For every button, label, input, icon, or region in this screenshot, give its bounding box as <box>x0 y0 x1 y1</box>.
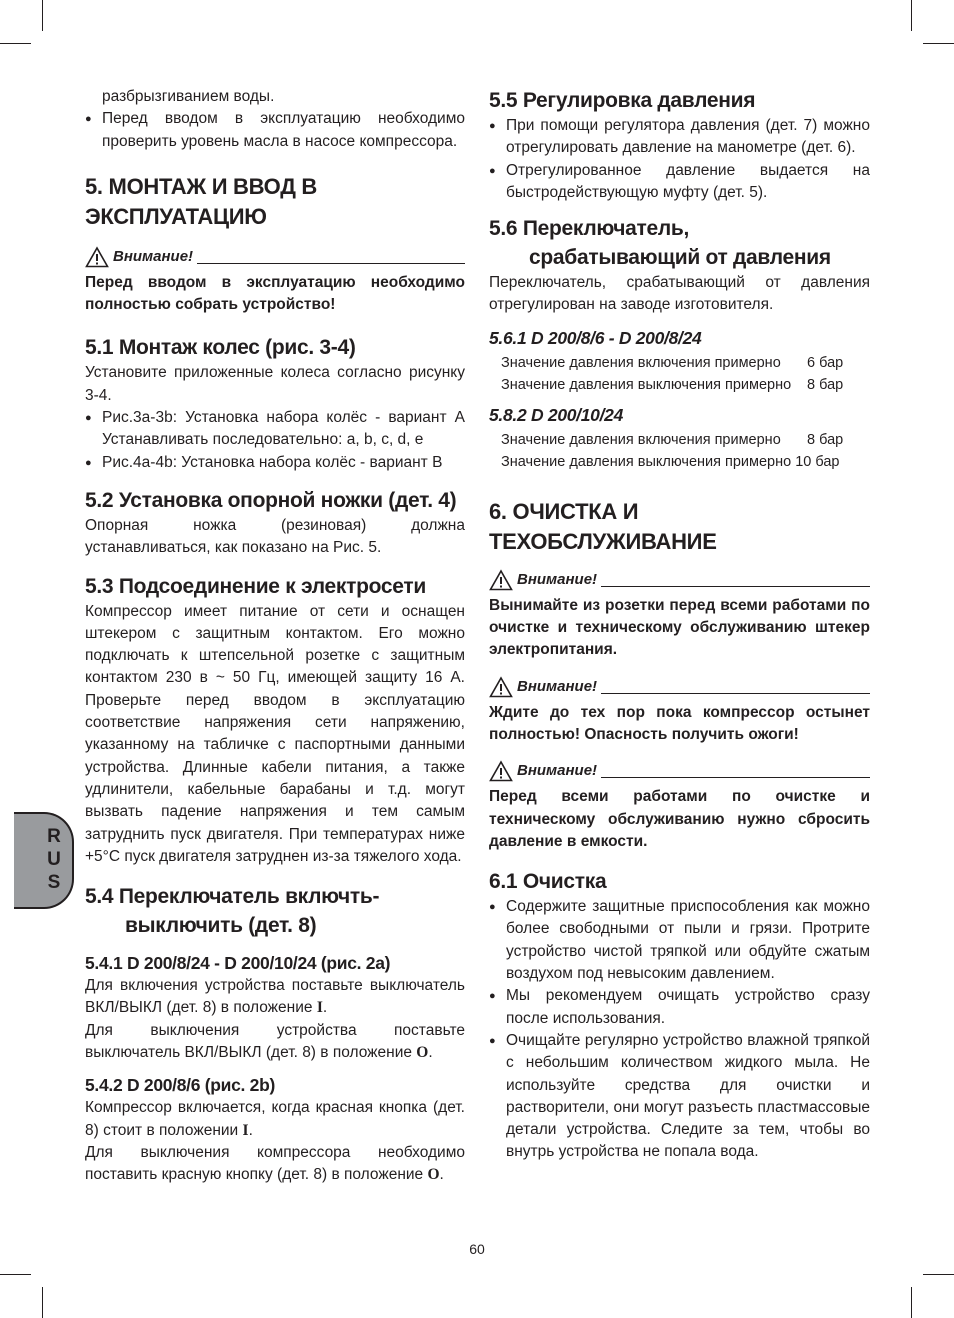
language-letter: U <box>47 849 61 870</box>
crop-mark <box>0 1274 31 1275</box>
list-item: ● Перед вводом в эксплуатацию необходимо проверить уровень масла в насосе компрессора. <box>85 108 465 153</box>
paragraph: Компрессор включается, когда красная кнопка (дет. 8) стоит в положении I. <box>85 1099 465 1139</box>
table-cell-value: 10 бар <box>795 453 840 470</box>
language-letter: S <box>47 872 61 893</box>
crop-mark <box>911 0 912 31</box>
paragraph: Установите приложенные колеса согласно рисунку 3-4. <box>85 364 465 404</box>
table-row <box>501 451 870 473</box>
language-tab <box>14 812 74 909</box>
section-heading-cont: выключить (дет. 8) <box>125 914 317 938</box>
table-cell-label: Значение давления включения примерно <box>501 431 781 448</box>
crop-mark <box>911 1287 912 1318</box>
warning-rule <box>601 693 870 694</box>
paragraph: Для включения устройства поставьте выключатель ВКЛ/ВЫКЛ (дет. 8) в положение I. <box>85 977 465 1017</box>
warning-rule <box>601 777 870 778</box>
text: Компрессор включается, когда красная кнопка (дет. 8) стоит в положении <box>85 1099 465 1139</box>
warning-text: Вынимайте из розетки перед всеми работами по очистке и техническому обслуживанию штекер электропитания. <box>489 596 870 659</box>
section-heading: 6. ОЧИСТКА И ТЕХОБСЛУЖИВАНИЕ <box>489 498 717 554</box>
section-heading-cont: срабатывающий от давления <box>529 246 831 270</box>
list-item: ● Отрегулированное давление выдается на быстродействующую муфту (дет. 5). <box>489 160 870 205</box>
subsection-heading: 5.8.2 D 200/10/24 <box>489 404 624 425</box>
warning-icon <box>489 760 513 782</box>
warning-text: Перед всеми работами по очистке и техническому обслуживанию нужно сбросить давление в емкости. <box>489 788 870 850</box>
language-letter: R <box>47 826 61 847</box>
crop-mark <box>923 1274 954 1275</box>
list-item: ● Очищайте регулярно устройство влажной тряпкой с небольшим количеством жидкого мыла. Не используйте средства для очистки и растворители, они могут разъесть пластмассовые детали устройства. Следите за тем, чтобы во внутрь устройства не попала вода. <box>489 1030 870 1164</box>
warning-rule <box>197 263 465 264</box>
section-heading: 5.5 Регулировка давления <box>489 89 756 112</box>
list-item: ● Рис.4a-4b: Установка набора колёс - вариант B <box>85 452 465 474</box>
paragraph: Опорная ножка (резиновая) должна устанавливаться, как показано на Рис. 5. <box>85 516 465 557</box>
subsection-heading: 5.6.1 D 200/8/6 - D 200/8/24 <box>489 327 702 348</box>
text: Для включения устройства поставьте выключатель ВКЛ/ВЫКЛ (дет. 8) в положение <box>85 977 465 1017</box>
switch-symbol: I <box>316 999 323 1017</box>
section-heading: 5.1 Монтаж колес (рис. 3-4) <box>85 336 356 360</box>
section-heading: 5.4 Переключатель включть- <box>85 885 380 909</box>
warning-label: Внимание! <box>517 677 598 695</box>
table-row <box>501 429 870 451</box>
table-cell-value: 8 бар <box>807 431 844 448</box>
left-column <box>85 86 465 1187</box>
table-cell-label: Значение давления включения примерно <box>501 354 781 371</box>
section-heading: 5. МОНТАЖ И ВВОД В ЭКСПЛУАТАЦИЮ <box>85 173 317 229</box>
text: Для выключения компрессора необходимо поставить красную кнопку (дет. 8) в положение <box>85 1143 465 1184</box>
list-item: ● Мы рекомендуем очищать устройство сразу после использования. <box>489 985 870 1030</box>
warning-rule <box>601 586 870 587</box>
subsection-heading: 5.4.1 D 200/8/24 - D 200/10/24 (рис. 2a) <box>85 953 391 974</box>
pressure-table <box>501 352 870 396</box>
section-heading: 5.3 Подсоединение к электросети <box>85 574 426 598</box>
page-number: 60 <box>469 1241 485 1257</box>
paragraph: Для выключения компрессора необходимо поставить красную кнопку (дет. 8) в положение O. <box>85 1143 465 1184</box>
warning-label: Внимание! <box>113 247 194 265</box>
warning-text: Перед вводом в эксплуатацию необходимо полностью собрать устройство! <box>85 273 465 314</box>
table-cell-label: Значение давления выключения примерно <box>501 453 792 470</box>
table-row <box>501 352 870 374</box>
switch-symbol: O <box>416 1044 429 1062</box>
warning-header <box>85 246 465 268</box>
list-item: ● Содержите защитные приспособления как можно более свободными от пыли и грязи. Протрите устройство чистой тряпкой или обдуйте сжатым воздухом под невысоким давлением. <box>489 896 870 985</box>
crop-mark <box>42 1287 43 1318</box>
warning-icon <box>489 569 513 591</box>
warning-label: Внимание! <box>517 570 598 588</box>
list-item: ● Рис.3a-3b: Установка набора колёс - вариант A Устанавливать последовательно: a, b, c, d, e <box>85 407 465 452</box>
warning-header <box>489 676 870 698</box>
switch-symbol: I <box>242 1121 249 1139</box>
table-cell-value: 8 бар <box>807 376 844 393</box>
paragraph: Для выключения устройства поставьте выключатель ВКЛ/ВЫКЛ (дет. 8) в положение O. <box>85 1021 465 1062</box>
warning-text: Ждите до тех пор пока компрессор остынет полностью! Опасность получить ожоги! <box>489 703 870 743</box>
paragraph: Переключатель, срабатывающий от давления отрегулирован на заводе изготовителя. <box>489 274 870 314</box>
paragraph: Компрессор имеет питание от сети и оснащен штекером с защитным контактом. Его можно подключать к штепсельной розетке с защитным контактом 230 в ~ 50 Гц, имеющей защиту 16 А. Проверьте перед вводом в эксплуатацию соответствие напряжения сети напряжению, указанному на табличке с паспортными данными устройства. Длинные кабели питания, а также удлинители, кабельные барабаны и т.д. могут вызвать падение напряжения и тем самым затруднить пуск двигателя. При температурах ниже +5°C пуск двигателя затруднен из-за тяжелого хода. <box>85 602 465 865</box>
section-heading: 6.1 Очистка <box>489 870 607 894</box>
section-heading: 5.6 Переключатель, <box>489 217 690 241</box>
subsection-heading: 5.4.2 D 200/8/6 (рис. 2b) <box>85 1075 276 1096</box>
warning-icon <box>85 246 109 268</box>
crop-mark <box>0 43 31 44</box>
pressure-table <box>501 429 870 473</box>
table-row <box>501 374 870 396</box>
crop-mark <box>42 0 43 31</box>
warning-header <box>489 760 870 782</box>
paragraph: разбрызгиванием воды. <box>102 88 275 105</box>
list-item: ● При помощи регулятора давления (дет. 7) можно отрегулировать давление на манометре (дет. 6). <box>489 115 870 160</box>
text: Для выключения устройства поставьте выключатель ВКЛ/ВЫКЛ (дет. 8) в положение <box>85 1021 465 1062</box>
switch-symbol: O <box>427 1166 440 1184</box>
warning-icon <box>489 676 513 698</box>
section-heading: 5.2 Установка опорной ножки (дет. 4) <box>85 488 457 512</box>
table-cell-value: 6 бар <box>807 354 844 371</box>
warning-label: Внимание! <box>517 762 598 780</box>
right-column <box>489 86 870 1164</box>
crop-mark <box>923 43 954 44</box>
warning-header <box>489 569 870 591</box>
table-cell-label: Значение давления выключения примерно <box>501 376 792 393</box>
